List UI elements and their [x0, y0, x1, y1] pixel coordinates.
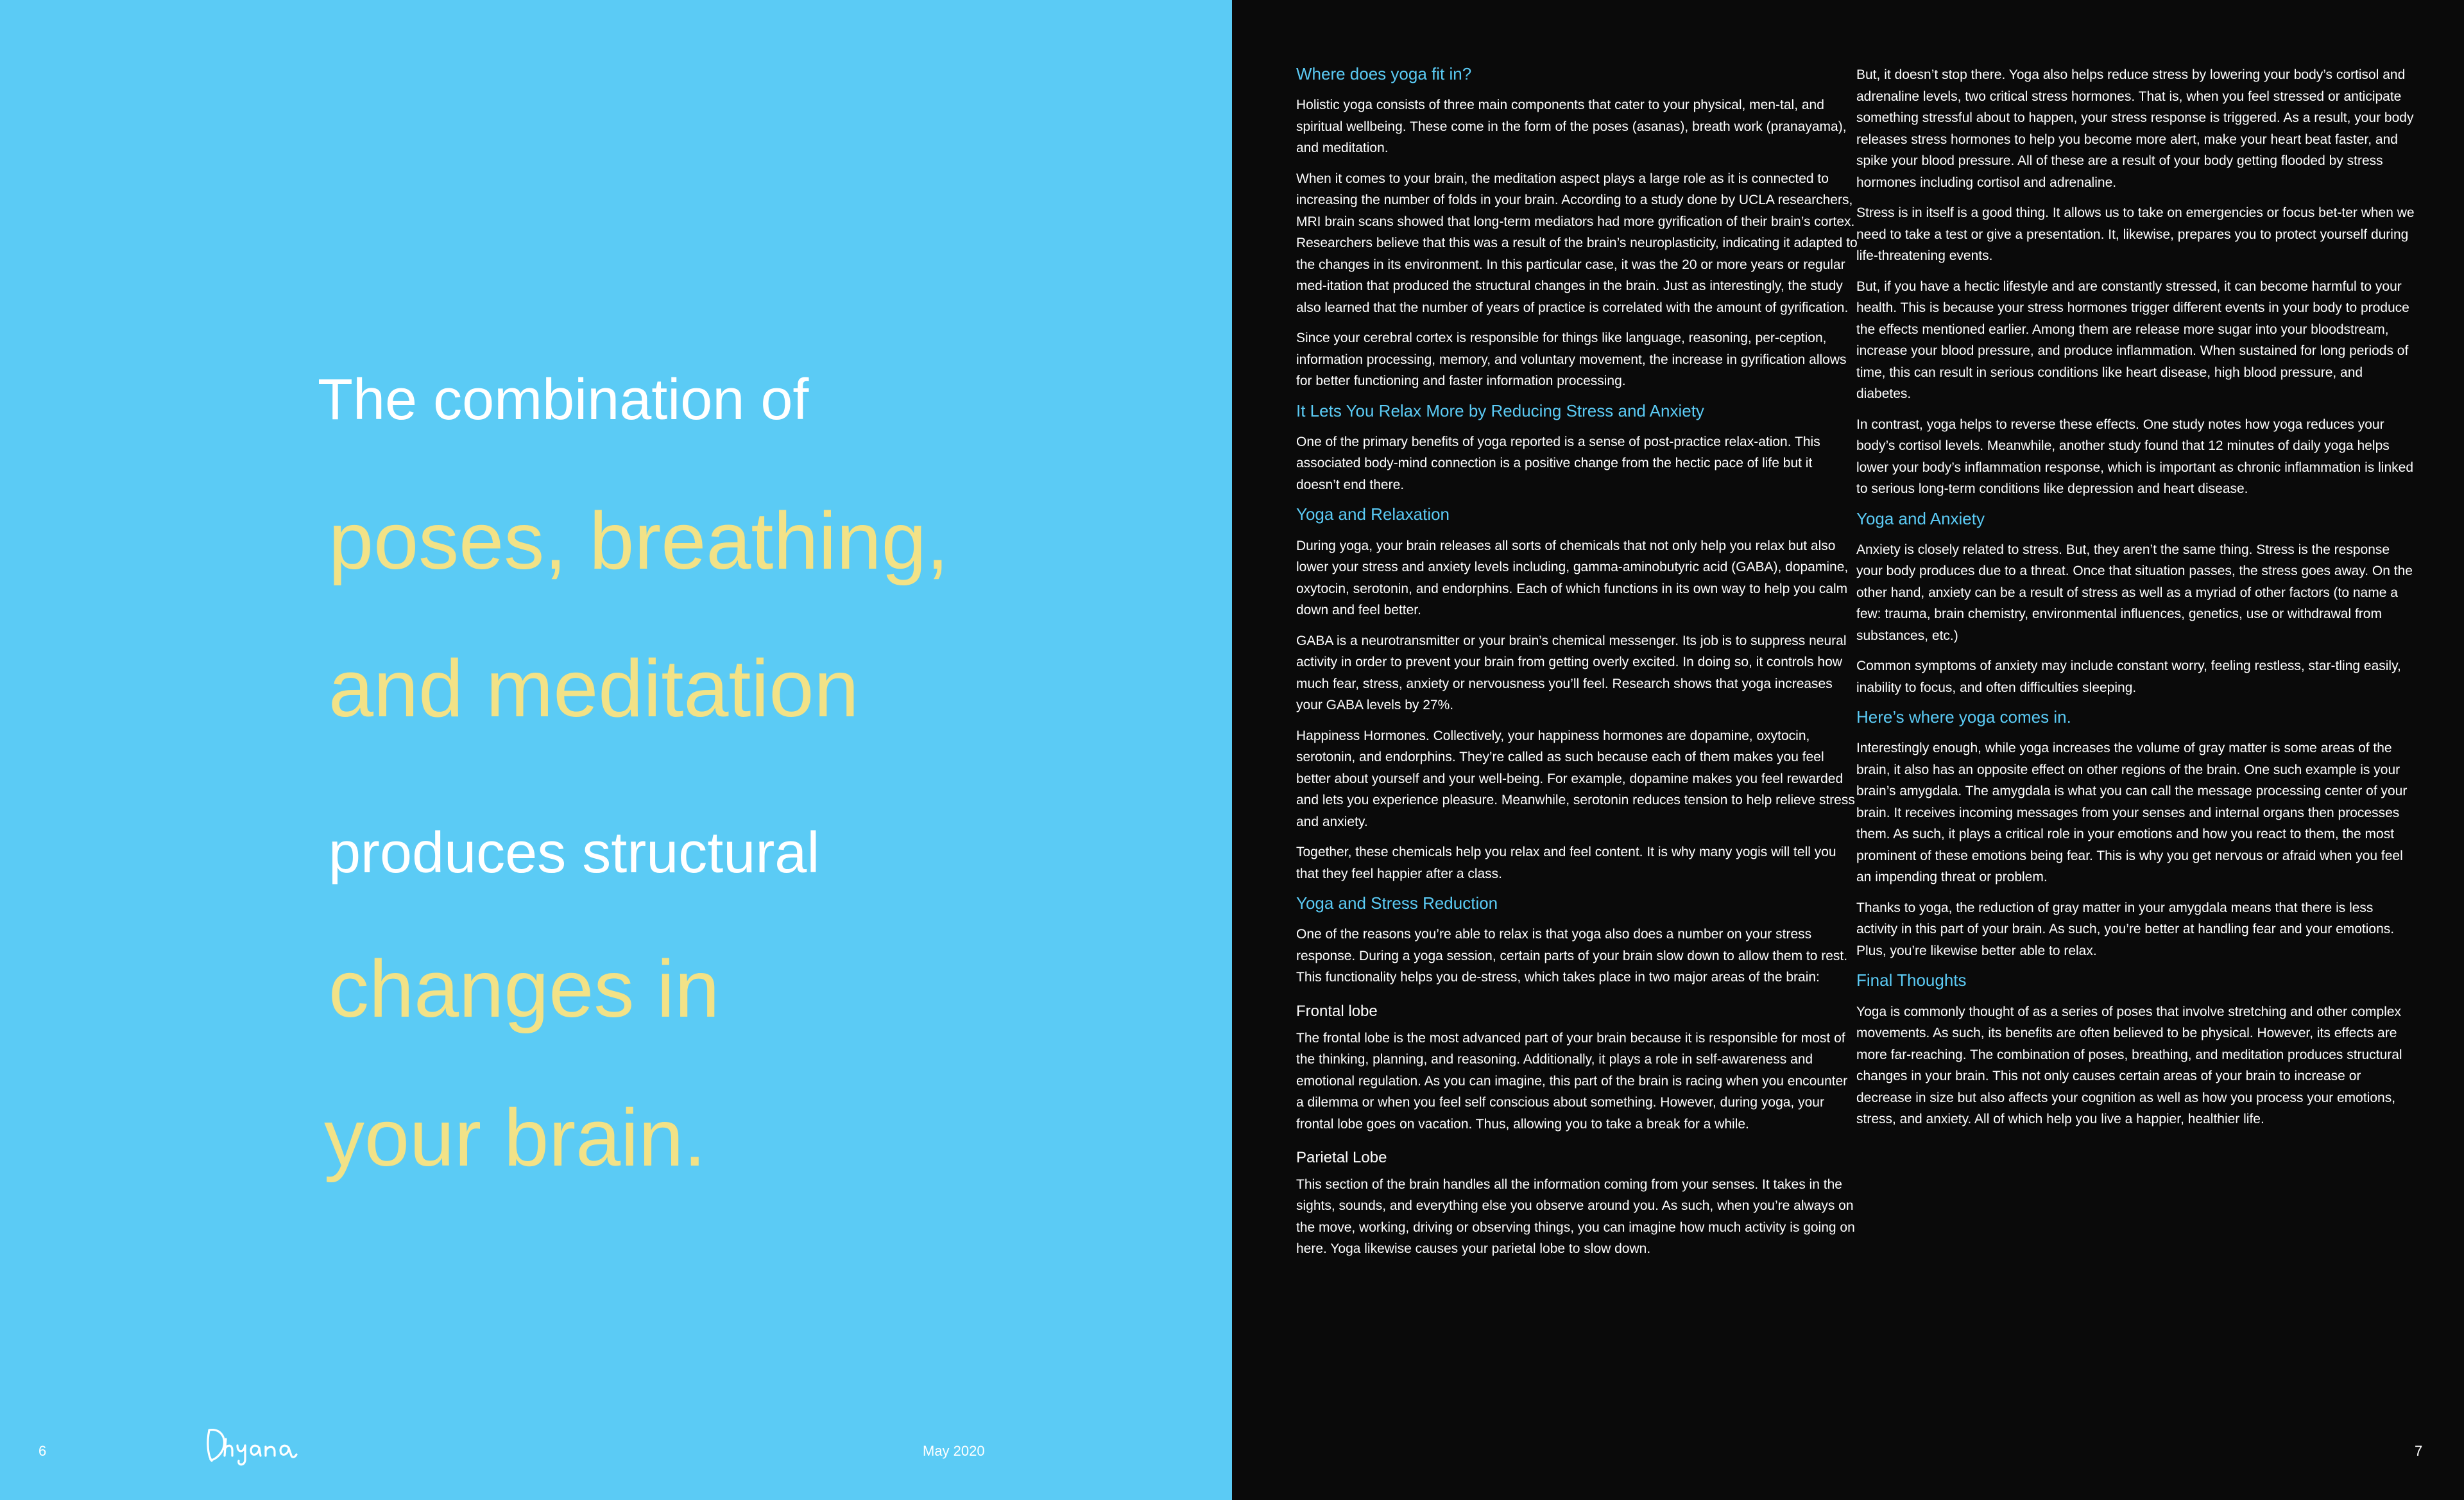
article-paragraph: When it comes to your brain, the meditation aspect plays a large role as it is connected to increasing the number of folds in your brain. According to a study done by UCLA researchers, MRI brain scans showed that long-term mediators had more gyrification of their brain’s cortex. Researchers believe that this was a result of the brain’s neuroplasticity, indicating it adapted to the changes in its environment. In this particular case, it was the 20 or more years or regular med-itation that produced the structural changes in the brain. Just as interestingly, the study also learned that the number of years of practice is correlated with the amount of gyrification. [1296, 171, 1858, 315]
pull-quote-line: produces structural [329, 821, 820, 885]
page-number-left: 6 [38, 1443, 47, 1459]
section-heading: It Lets You Relax More by Reducing Stress and Anxiety [1296, 401, 1704, 420]
section-heading: Yoga and Anxiety [1856, 508, 1985, 528]
article-column-1 [1296, 64, 1858, 1269]
dhyana-logo [204, 1424, 299, 1470]
article-paragraph: One of the primary benefits of yoga reported is a sense of post-practice relax-ation. This associated body-mind connection is a positive change from the hectic pace of life but it doesn’t end there. [1296, 434, 1820, 492]
article-paragraph: During yoga, your brain releases all sorts of chemicals that not only help you relax but also lower your stress and anxiety levels including, gamma-aminobutyric acid (GABA), dopamine, oxytocin, serotonin, and endorphins. Each of which functions in its own way to help you calm down and feel better. [1296, 538, 1849, 618]
article-paragraph: Yoga is commonly thought of as a series of poses that involve stretching and other complex movements. As such, its benefits are often believed to be physical. However, its effects are more far-reaching. The combination of poses, breathing, and meditation produces structural changes in your brain. This not only causes certain areas of your brain to increase or decrease in size but also affects your cognition as well as how you process your emotions, stress, and anxiety. All of which help you live a happier, healthier life. [1856, 1004, 2402, 1127]
article-paragraph: But, if you have a hectic lifestyle and are constantly stressed, it can become harmful to your health. This is because your stress hormones trigger different events in your body to produce the effects mentioned earlier. Among them are release more sugar into your bloodstream, increase your blood pressure, and produce inflammation. When sustained for long periods of time, this can result in serious conditions like heart disease, high blood pressure, and diabetes. [1856, 279, 2409, 401]
pull-quote-line: changes in [329, 944, 720, 1034]
article-paragraph: Stress is in itself is a good thing. It allows us to take on emergencies or focus bet-ter when we need to take a test or give a presentation. It, likewise, prepares you to protect yourself during life-threatening events. [1856, 205, 2415, 263]
page-number-right: 7 [2415, 1443, 2423, 1459]
subsection-heading: Parietal Lobe [1296, 1149, 1387, 1167]
article-paragraph: This section of the brain handles all the information coming from your senses. It takes in the sights, sounds, and everything else you observe around you. As such, when you’re always on the move, working, driving or observing things, you can imagine how much activity is going on here. Yoga likewise causes your parietal lobe to slow down. [1296, 1177, 1855, 1257]
section-heading: Here’s where yoga comes in. [1856, 707, 2071, 727]
article-paragraph: Interestingly enough, while yoga increases the volume of gray matter is some areas of the brain, it also has an opposite effect on other regions of the brain. One such example is your brain’s amygdala. The amygdala is what you can call the message processing center of your brain. It receives incoming messages from your senses and internal organs then processes them. As such, it plays a critical role in your emotions and how you react to them, the most prominent of these emotions being fear. This is why you get nervous or afraid when you feel an impending threat or problem. [1856, 741, 2408, 885]
article-paragraph: Anxiety is closely related to stress. But, they aren’t the same thing. Stress is the response your body produces due to a threat. Once that situation passes, the stress goes away. On the other hand, anxiety can be a result of stress as well as a myriad of other factors (to name a few: trauma, brain chemistry, environmental influences, genetics, use or withdrawal from substances, etc.) [1856, 542, 2413, 643]
article-paragraph: One of the reasons you’re able to relax is that yoga also does a number on your stress response. During a yoga session, certain parts of your brain slow down to allow them to rest. This functionality helps you de-stress, which takes place in two major areas of the brain: [1296, 927, 1848, 985]
article-paragraph: Thanks to yoga, the reduction of gray matter in your amygdala means that there is less activity in this part of your brain. As such, you’re better at handling fear and your emotions. Plus, you’re likewise better able to relax. [1856, 900, 2395, 958]
pull-quote-line: The combination of [318, 368, 809, 432]
article-paragraph: GABA is a neurotransmitter or your brain’s chemical messenger. Its job is to suppress neural activity in order to prevent your brain from getting overly excited. In doing so, it controls how much fear, stress, anxiety or nervousness you’ll feel. Research shows that yoga increases your GABA levels by 27%. [1296, 633, 1847, 713]
article-paragraph: Happiness Hormones. Collectively, your happiness hormones are dopamine, oxytocin, serotonin, and endorphins. They’re called as such because each of them makes you feel better about yourself and your well-being. For example, dopamine makes you feel rewarded and lets you experience pleasure. Meanwhile, serotonin reduces tension to help relieve stress and anxiety. [1296, 728, 1855, 829]
article-paragraph: The frontal lobe is the most advanced part of your brain because it is responsible for most of the thinking, planning, and reasoning. Additionally, it plays a role in self-awareness and emotional regulation. As you can imagine, this part of the brain is racing when you encounter a dilemma or when you feel self conscious about something. However, during yoga, your frontal lobe goes on vacation. Thus, allowing you to take a break for a while. [1296, 1030, 1848, 1132]
article-paragraph: In contrast, yoga helps to reverse these effects. One study notes how yoga reduces your body’s cortisol levels. Meanwhile, another study found that 12 minutes of daily yoga helps lower your body’s inflammation response, which is important as chronic inflammation is linked to serious long-term conditions like depression and heart disease. [1856, 417, 2413, 496]
section-heading: Yoga and Relaxation [1296, 504, 1450, 524]
article-column-2 [1856, 64, 2418, 1139]
article-paragraph: Since your cerebral cortex is responsible for things like language, reasoning, per-ception, information processing, memory, and voluntary movement, the increase in gyrification allows for better functioning and faster information processing. [1296, 331, 1847, 389]
pull-quote-line: and meditation [329, 643, 859, 734]
issue-date: May 2020 [923, 1443, 985, 1459]
section-heading: Where does yoga fit in? [1296, 64, 1472, 83]
article-paragraph: Holistic yoga consists of three main components that cater to your physical, men-tal, and spiritual wellbeing. These come in the form of the poses (asanas), breath work (pranayama), and meditation. [1296, 98, 1847, 156]
pull-quote-line: your brain. [324, 1092, 706, 1183]
article-paragraph: Common symptoms of anxiety may include constant worry, feeling restless, star-tling easily, inability to focus, and often difficulties sleeping. [1856, 659, 2401, 695]
article-paragraph: But, it doesn’t stop there. Yoga also helps reduce stress by lowering your body’s cortisol and adrenaline levels, two critical stress hormones. That is, when you feel stressed or anticipate something stressful about to happen, your stress response is triggered. As a result, your body releases stress hormones to help you become more alert, make your heart beat faster, and spike your blood pressure. All of these are a result of your body getting flooded by stress hormones including cortisol and adrenaline. [1856, 67, 2414, 190]
pull-quote-line: poses, breathing, [329, 496, 949, 586]
section-heading: Final Thoughts [1856, 970, 1967, 990]
article-paragraph: Together, these chemicals help you relax and feel content. It is why many yogis will tell you that they feel happier after a class. [1296, 845, 1836, 881]
subsection-heading: Frontal lobe [1296, 1002, 1378, 1020]
section-heading: Yoga and Stress Reduction [1296, 893, 1498, 913]
